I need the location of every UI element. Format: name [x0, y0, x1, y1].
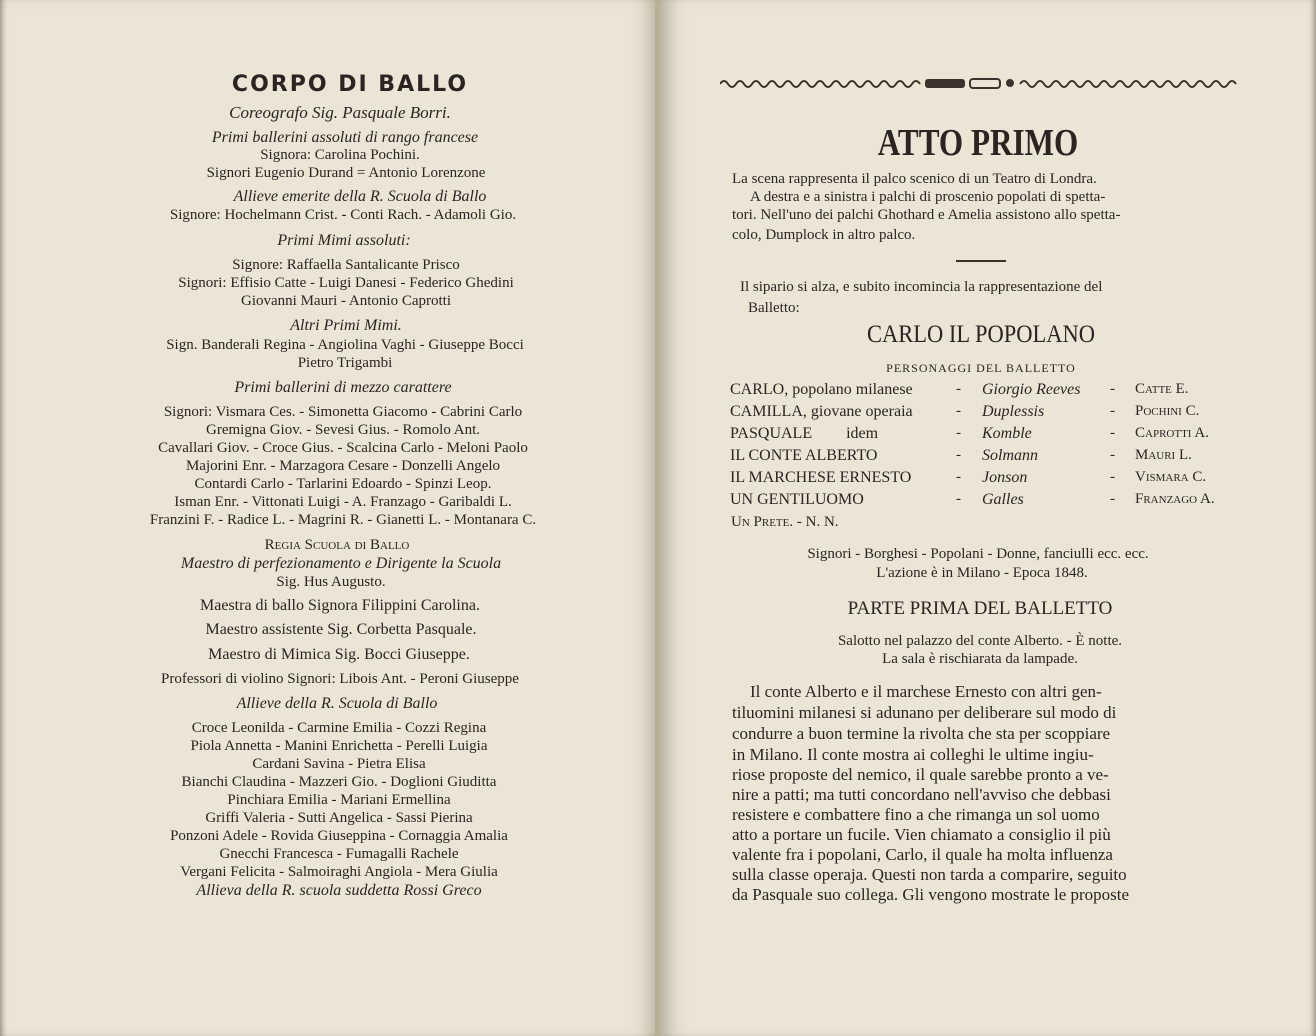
- text-line: Cavallari Giov. - Croce Gius. - Scalcina Carlo - Meloni Paolo: [158, 440, 528, 456]
- text-line: Signore: Raffaella Santalicante Prisco: [232, 257, 460, 273]
- azione-line: L'azione è in Milano - Epoca 1848.: [876, 565, 1088, 581]
- cast-role: IL MARCHESE ERNESTO: [730, 469, 912, 486]
- salotto-line: La sala è rischiarata da lampade.: [882, 651, 1078, 667]
- dash: -: [1110, 491, 1115, 507]
- cast-actor: Jonson: [982, 469, 1028, 486]
- scene-line: tori. Nell'uno dei palchi Ghothard e Amelia assistono allo spetta-: [732, 207, 1121, 223]
- scene-line: A destra e a sinistra i palchi di proscenio popolati di spetta-: [750, 189, 1106, 205]
- text-line: Pietro Trigambi: [297, 355, 393, 371]
- signori-line: Signori - Borghesi - Popolani - Donne, fanciulli ecc. ecc.: [807, 546, 1149, 562]
- body-line: in Milano. Il conte mostra ai colleghi le ultime ingiu-: [732, 745, 1094, 764]
- text-line: Allieve emerite della R. Scuola di Ballo: [233, 188, 487, 205]
- body-line: tiluomini milanesi si adunano per deliberare sul modo di: [732, 703, 1117, 722]
- intro-line: Il sipario si alza, e subito incomincia la rappresentazione del: [740, 279, 1103, 295]
- text-line: Signore: Hochelmann Crist. - Conti Rach. - Adamoli Gio.: [169, 207, 517, 223]
- cast-actor: Duplessis: [982, 403, 1045, 420]
- text-line: Gnecchi Francesca - Fumagalli Rachele: [219, 846, 459, 862]
- body-line: valente fra i popolani, Carlo, il quale ha molta influenza: [732, 845, 1113, 864]
- text-line: Signori Eugenio Durand = Antonio Lorenzone: [206, 165, 486, 181]
- text-line: Sign. Banderali Regina - Angiolina Vaghi - Giuseppe Bocci: [166, 337, 524, 353]
- text-line: Signori: Effisio Catte - Luigi Danesi - Federico Ghedini: [178, 275, 514, 291]
- cast-role: CAMILLA, giovane operaia: [730, 403, 913, 420]
- divider-rule: [956, 260, 1006, 262]
- dash: -: [1110, 403, 1115, 419]
- cast-performer: Mauri L.: [1135, 447, 1192, 463]
- dash: -: [956, 469, 961, 485]
- cast-role: UN GENTILUOMO: [730, 491, 864, 508]
- body-line: nire a patti; ma tutti concordano nell'avviso che debbasi: [732, 785, 1111, 804]
- dash: -: [956, 447, 961, 463]
- cast-performer: Pochini C.: [1135, 403, 1200, 419]
- text-line: Sig. Hus Augusto.: [276, 574, 386, 590]
- dash: -: [1110, 381, 1115, 397]
- body-line: riose proposte del nemico, il quale sarebbe pronto a ve-: [732, 765, 1109, 784]
- decorative-border-ornament: [720, 76, 1240, 90]
- cast-actor: Komble: [982, 425, 1032, 442]
- cast-performer: Caprotti A.: [1135, 425, 1209, 441]
- body-line: sulla classe operaja. Questi non tarda a comparire, seguito: [732, 865, 1127, 884]
- cast-performer: Franzago A.: [1135, 491, 1215, 507]
- text-line: Maestra di ballo Signora Filippini Carolina.: [200, 597, 480, 614]
- text-line: Franzini F. - Radice L. - Magrini R. - Gianetti L. - Montanara C.: [149, 512, 537, 528]
- cast-actor: Galles: [982, 491, 1024, 508]
- text-line: Primi Mimi assoluti:: [277, 232, 411, 249]
- act-title: ATTO PRIMO: [877, 122, 1079, 164]
- text-line: Majorini Enr. - Marzagora Cesare - Donzelli Angelo: [185, 458, 501, 474]
- left-title: CORPO DI BALLO: [231, 72, 469, 97]
- text-line: Bianchi Claudina - Mazzeri Gio. - Doglioni Giuditta: [181, 774, 497, 790]
- dash: -: [956, 425, 961, 441]
- text-line: Piola Annetta - Manini Enrichetta - Perelli Luigia: [190, 738, 488, 754]
- dash: -: [1110, 425, 1115, 441]
- text-line: Croce Leonilda - Carmine Emilia - Cozzi Regina: [191, 720, 487, 736]
- body-line: condurre a buon termine la rivolta che sta per scoppiare: [732, 724, 1111, 743]
- text-line: Signora: Carolina Pochini.: [260, 147, 420, 163]
- dash: -: [1110, 469, 1115, 485]
- text-line: Vergani Felicita - Salmoiraghi Angiola - Mera Giulia: [180, 864, 498, 880]
- body-line: resistere e combattere fino a che rimanga un sol uomo: [732, 805, 1100, 824]
- text-line: Maestro assistente Sig. Corbetta Pasquale.: [205, 621, 477, 638]
- text-line: Primi ballerini di mezzo carattere: [234, 379, 452, 396]
- text-line: Contardi Carlo - Tarlarini Edoardo - Spinzi Leop.: [194, 476, 492, 492]
- text-line: Isman Enr. - Vittonati Luigi - A. Franzago - Garibaldi L.: [174, 494, 512, 510]
- cast-actor: Solmann: [982, 447, 1038, 464]
- cast-role: IL CONTE ALBERTO: [730, 447, 878, 464]
- cast-role: PASQUALE idem: [730, 425, 879, 442]
- text-line: Gremigna Giov. - Sevesi Gius. - Romolo Ant.: [205, 422, 481, 438]
- personaggi-header: PERSONAGGI DEL BALLETTO: [886, 361, 1076, 375]
- dash: -: [1110, 447, 1115, 463]
- prete-line: Un Prete. - N. N.: [731, 514, 839, 530]
- dash: -: [956, 403, 961, 419]
- text-line: Regia Scuola di Ballo: [264, 537, 410, 553]
- text-line: Pinchiara Emilia - Mariani Ermellina: [227, 792, 451, 808]
- dash: -: [956, 381, 961, 397]
- text-line: Signori: Vismara Ces. - Simonetta Giacomo - Cabrini Carlo: [163, 404, 523, 420]
- text-line: Ponzoni Adele - Rovida Giuseppina - Cornaggia Amalia: [170, 828, 508, 844]
- text-line: Primi ballerini assoluti di rango francese: [211, 129, 479, 146]
- text-line: Griffi Valeria - Sutti Angelica - Sassi Pierina: [205, 810, 473, 826]
- text-line: Professori di violino Signori: Libois Ant. - Peroni Giuseppe: [161, 671, 519, 687]
- cast-performer: Catte E.: [1135, 381, 1189, 397]
- body-line: atto a portare un fucile. Vien chiamato a consiglio il più: [732, 825, 1111, 844]
- cast-actor: Giorgio Reeves: [982, 381, 1081, 398]
- salotto-line: Salotto nel palazzo del conte Alberto. - È notte.: [837, 633, 1123, 649]
- text-line: Altri Primi Mimi.: [290, 317, 402, 334]
- text-line: Maestro di perfezionamento e Dirigente la Scuola: [180, 555, 502, 572]
- body-line: da Pasquale suo collega. Gli vengono mostrate le proposte: [732, 885, 1130, 904]
- text-line: Maestro di Mimica Sig. Bocci Giuseppe.: [208, 646, 470, 663]
- text-line: Allieva della R. scuola suddetta Rossi Greco: [196, 882, 482, 899]
- parte-title: PARTE PRIMA DEL BALLETTO: [847, 598, 1113, 619]
- scene-line: La scena rappresenta il palco scenico di un Teatro di Londra.: [732, 171, 1097, 187]
- intro-line: Balletto:: [748, 300, 800, 316]
- cast-role: CARLO, popolano milanese: [730, 381, 913, 398]
- body-line: Il conte Alberto e il marchese Ernesto con altri gen-: [750, 682, 1102, 701]
- text-line: Allieve della R. Scuola di Ballo: [236, 695, 438, 712]
- text-line: Cardani Savina - Pietra Elisa: [252, 756, 426, 772]
- scene-line: colo, Dumplock in altro palco.: [732, 227, 916, 243]
- text-line: Coreografo Sig. Pasquale Borri.: [229, 103, 451, 122]
- dash: -: [956, 491, 961, 507]
- cast-performer: Vismara C.: [1135, 469, 1207, 485]
- ballet-title: CARLO IL POPOLANO: [867, 321, 1095, 348]
- text-line: Giovanni Mauri - Antonio Caprotti: [241, 293, 451, 309]
